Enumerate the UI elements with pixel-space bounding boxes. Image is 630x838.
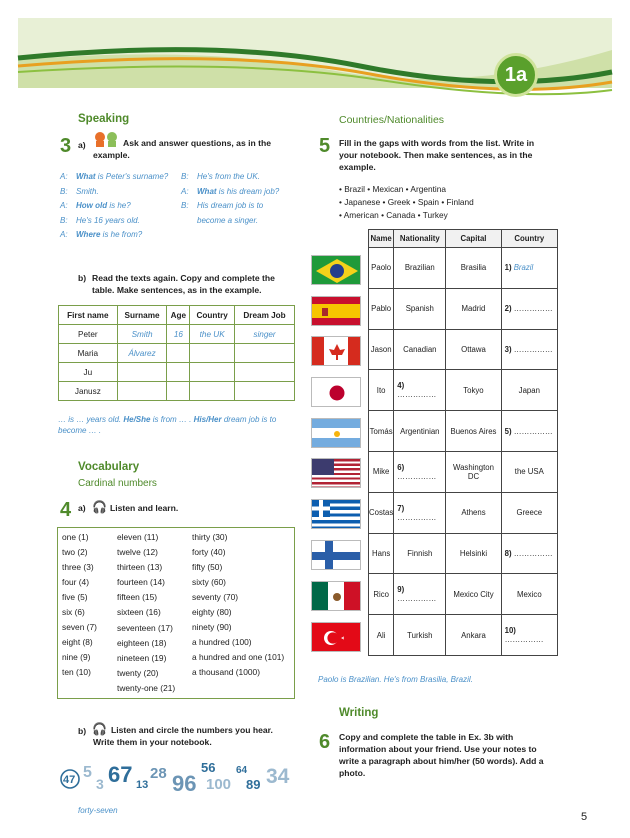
gap-answer: …………… bbox=[513, 426, 553, 436]
unit-badge: 1a bbox=[494, 53, 538, 97]
countries-title: Countries/Nationalities bbox=[339, 114, 445, 126]
gap-number: 1) bbox=[504, 263, 514, 273]
table-header: Country bbox=[190, 306, 235, 325]
table-row bbox=[369, 451, 558, 492]
table-row bbox=[369, 248, 558, 289]
table-cell: Spanish bbox=[394, 288, 446, 329]
gap-answer: Brazil bbox=[513, 263, 534, 273]
table-cell: Ju bbox=[59, 363, 118, 382]
dialogue-line bbox=[181, 185, 291, 200]
gap-number: 6) bbox=[397, 462, 405, 472]
number-word: a hundred (100) bbox=[192, 637, 252, 647]
table-header-row bbox=[369, 230, 558, 248]
table-cell bbox=[501, 533, 557, 574]
dialogue-line bbox=[181, 199, 291, 228]
word-list bbox=[339, 183, 474, 222]
table-header: Surname bbox=[117, 306, 167, 325]
dialogue-line bbox=[60, 170, 180, 185]
table-cell: Mexico bbox=[501, 574, 557, 615]
dialogue-text: What is his dream job? bbox=[197, 186, 280, 196]
word-list-line-3: • American • Canada • Turkey bbox=[339, 210, 448, 220]
table-cell: Álvarez bbox=[117, 344, 167, 363]
numbers-column-1 bbox=[62, 530, 97, 680]
headphones-icon: 🎧 bbox=[92, 500, 107, 514]
table-cell: Pablo bbox=[369, 288, 394, 329]
table-cell bbox=[394, 492, 446, 533]
countries-table bbox=[368, 229, 558, 656]
number-word: forty (40) bbox=[192, 547, 226, 557]
number-word: ten (10) bbox=[62, 667, 91, 677]
canada-flag-icon bbox=[311, 336, 361, 366]
ex4a-instruction: Listen and learn. bbox=[110, 503, 179, 513]
gap-number: 5) bbox=[504, 426, 514, 436]
number-word: twenty (20) bbox=[117, 667, 159, 678]
table-row bbox=[59, 382, 295, 401]
speaker-label: B: bbox=[181, 172, 189, 181]
ex4b-label: b) bbox=[78, 726, 87, 736]
table-cell: Buenos Aires bbox=[446, 411, 501, 452]
table-cell: Japan bbox=[501, 370, 557, 411]
number-47: 47 bbox=[63, 774, 76, 786]
gap-answer: …………… bbox=[513, 304, 553, 314]
table-cell: Smith bbox=[117, 325, 167, 344]
headphones-icon-2: 🎧 bbox=[92, 722, 107, 736]
number-word: a hundred and one (101) bbox=[192, 652, 285, 662]
table-cell: Tomás bbox=[369, 411, 394, 452]
table-cell bbox=[501, 329, 557, 370]
ex4b-instruction: Listen and circle the numbers you hear. Write them in your notebook. bbox=[93, 725, 273, 747]
gap-number: 3) bbox=[504, 344, 514, 354]
table-cell: Ottawa bbox=[446, 329, 501, 370]
table-cell bbox=[235, 363, 295, 382]
number-100: 100 bbox=[206, 776, 232, 793]
table-cell bbox=[235, 344, 295, 363]
japan-flag-icon bbox=[311, 377, 361, 407]
table-cell: Janusz bbox=[59, 382, 118, 401]
number-word: nine (9) bbox=[62, 652, 91, 662]
ex4a-label: a) bbox=[78, 503, 86, 513]
dialogue-text: What is Peter's surname? bbox=[76, 172, 169, 181]
table-cell bbox=[501, 288, 557, 329]
spain-flag-icon bbox=[311, 296, 361, 326]
exercise-3-number: 3 bbox=[60, 135, 72, 157]
number-67: 67 bbox=[108, 762, 133, 787]
number-word: thirteen (13) bbox=[117, 562, 163, 573]
table-cell bbox=[501, 248, 557, 289]
dialogue-line bbox=[60, 228, 180, 243]
table-header: Dream Job bbox=[235, 306, 295, 325]
dialogue-text: He's 16 years old. bbox=[76, 215, 140, 225]
table-cell bbox=[190, 344, 235, 363]
gap-number: 9) bbox=[397, 585, 405, 595]
ex3b-instruction: Read the texts again. Copy and complete the table. Make sentences, as in the example. bbox=[92, 273, 275, 295]
number-89: 89 bbox=[246, 777, 261, 792]
table-cell: Rico bbox=[369, 574, 394, 615]
table-cell bbox=[167, 363, 190, 382]
speaker-label: A: bbox=[60, 201, 68, 210]
ex3a-instruction: Ask and answer questions, as in the example. bbox=[93, 138, 272, 160]
ex5-instruction: Fill in the gaps with words from the list. Write in your notebook. Then make sentences, as in the example. bbox=[339, 138, 535, 172]
model-part-2: He/She bbox=[123, 415, 151, 424]
number-64: 64 bbox=[236, 765, 248, 776]
number-word: three (3) bbox=[62, 562, 94, 572]
table-row bbox=[59, 325, 295, 344]
gap-answer: …………… bbox=[513, 344, 553, 354]
ex3a-label: a) bbox=[78, 140, 86, 150]
dialogue-line bbox=[60, 214, 180, 229]
table-cell: Helsinki bbox=[446, 533, 501, 574]
number-word: sixty (60) bbox=[192, 577, 226, 587]
gap-answer: …………… bbox=[504, 635, 544, 645]
gap-answer: …………… bbox=[397, 471, 437, 481]
table-cell: Ito bbox=[369, 370, 394, 411]
table-cell: Washington DC bbox=[446, 451, 501, 492]
table-cell bbox=[167, 382, 190, 401]
gap-number: 2) bbox=[504, 304, 514, 314]
exercise-5-number: 5 bbox=[319, 135, 331, 157]
table-cell: Canadian bbox=[394, 329, 446, 370]
number-34: 34 bbox=[266, 765, 290, 788]
table-cell: Brazilian bbox=[394, 248, 446, 289]
turkey-flag-icon bbox=[311, 622, 361, 652]
gap-answer: …………… bbox=[397, 512, 437, 522]
table-row bbox=[369, 288, 558, 329]
brazil-flag-icon bbox=[311, 255, 361, 285]
number-word: two (2) bbox=[62, 547, 88, 557]
model-part-1: … is … years old. bbox=[58, 415, 124, 424]
table-cell bbox=[117, 382, 167, 401]
table-cell: Madrid bbox=[446, 288, 501, 329]
table-row bbox=[369, 533, 558, 574]
table-cell: 16 bbox=[167, 325, 190, 344]
finland-flag-icon bbox=[311, 540, 361, 570]
dialogue-left bbox=[60, 170, 180, 243]
number-28: 28 bbox=[150, 765, 167, 782]
gap-answer: …………… bbox=[513, 548, 553, 558]
table-cell: Tokyo bbox=[446, 370, 501, 411]
model-part-5: dream job is to become … . bbox=[58, 415, 277, 435]
speaker-label: B: bbox=[181, 201, 189, 210]
ex3b-label: b) bbox=[78, 273, 87, 283]
table-row bbox=[369, 370, 558, 411]
ex6-instruction: Copy and complete the table in Ex. 3b with information about your friend. Use your notes to write a paragraph about him/her (50 words). Add a photo. bbox=[339, 732, 544, 778]
number-13: 13 bbox=[136, 779, 149, 791]
table-cell: Greece bbox=[501, 492, 557, 533]
dialogue-line bbox=[60, 199, 180, 214]
table-cell bbox=[190, 382, 235, 401]
table-cell: Costas bbox=[369, 492, 394, 533]
number-word: seventy (70) bbox=[192, 592, 239, 602]
number-word: four (4) bbox=[62, 577, 89, 587]
number-word: one (1) bbox=[62, 532, 89, 542]
usa-flag-icon bbox=[311, 458, 361, 488]
model-sentence bbox=[58, 414, 298, 436]
number-56: 56 bbox=[201, 760, 216, 775]
example-sentence: Paolo is Brazilian. He's from Brasilia, Brazil. bbox=[318, 675, 473, 684]
speaker-label: B: bbox=[60, 186, 68, 196]
dialogue-text: He's from the UK. bbox=[197, 172, 260, 181]
table-cell bbox=[235, 382, 295, 401]
table-cell bbox=[117, 363, 167, 382]
number-word: a thousand (1000) bbox=[192, 667, 260, 677]
table-cell: Jason bbox=[369, 329, 394, 370]
number-word: nineteen (19) bbox=[117, 652, 167, 663]
answer-example: forty-seven bbox=[78, 806, 118, 815]
table-row bbox=[369, 574, 558, 615]
table-cell: Argentinian bbox=[394, 411, 446, 452]
vocabulary-title: Vocabulary bbox=[78, 461, 140, 473]
table-row bbox=[59, 363, 295, 382]
model-part-4: His/Her bbox=[193, 415, 222, 424]
word-list-line-2: • Japanese • Greek • Spain • Finland bbox=[339, 197, 474, 207]
mexico-flag-icon bbox=[311, 581, 361, 611]
number-5: 5 bbox=[83, 764, 92, 781]
number-word: eleven (11) bbox=[117, 532, 159, 542]
number-word: eighteen (18) bbox=[117, 637, 167, 648]
dialogue-line bbox=[181, 170, 291, 185]
writing-title: Writing bbox=[339, 707, 379, 719]
gap-answer: …………… bbox=[397, 594, 437, 604]
table-cell: singer bbox=[235, 325, 295, 344]
dialogue-text: His dream job is to become a singer. bbox=[197, 201, 264, 225]
number-3: 3 bbox=[96, 776, 104, 792]
argentina-flag-icon bbox=[311, 418, 361, 448]
page-number: 5 bbox=[581, 811, 588, 823]
number-word: sixteen (16) bbox=[117, 607, 161, 618]
numbers-column-3 bbox=[192, 530, 284, 680]
number-word: seventeen (17) bbox=[117, 622, 173, 633]
exercise-4-number: 4 bbox=[60, 499, 72, 521]
number-96: 96 bbox=[172, 771, 197, 796]
dialogue-question-word: How old bbox=[76, 201, 108, 210]
number-word: fourteen (14) bbox=[117, 577, 165, 588]
table-cell: Brasilia bbox=[446, 248, 501, 289]
dialogue-text: Smith. bbox=[76, 186, 99, 196]
word-list-line-1: • Brazil • Mexican • Argentina bbox=[339, 184, 446, 194]
table-row bbox=[369, 329, 558, 370]
dialogue-question-word: What bbox=[197, 186, 217, 196]
table-cell: the UK bbox=[190, 325, 235, 344]
table-cell: Athens bbox=[446, 492, 501, 533]
vocabulary-subtitle: Cardinal numbers bbox=[78, 478, 157, 489]
gap-number: 4) bbox=[397, 381, 405, 391]
table-cell: Ali bbox=[369, 615, 394, 656]
number-word: thirty (30) bbox=[192, 532, 228, 542]
gap-number: 8) bbox=[504, 548, 514, 558]
gap-answer: …………… bbox=[397, 390, 437, 400]
table-cell: Mexico City bbox=[446, 574, 501, 615]
speaking-title: Speaking bbox=[78, 113, 130, 125]
dialogue-question-word: Where bbox=[76, 230, 101, 239]
table-cell bbox=[501, 615, 557, 656]
table-header: Capital bbox=[446, 230, 501, 248]
table-row bbox=[59, 344, 295, 363]
table-cell bbox=[501, 411, 557, 452]
speaker-label: B: bbox=[60, 215, 68, 225]
table-cell bbox=[394, 574, 446, 615]
table-cell bbox=[190, 363, 235, 382]
scattered-numbers bbox=[58, 755, 298, 800]
speaker-label: A: bbox=[181, 186, 189, 196]
number-word: twelve (12) bbox=[117, 547, 158, 558]
model-part-3: is from … . bbox=[150, 415, 194, 424]
number-word: eighty (80) bbox=[192, 607, 232, 617]
number-word: fifteen (15) bbox=[117, 592, 158, 603]
table-cell bbox=[394, 370, 446, 411]
table-cell: Turkish bbox=[394, 615, 446, 656]
table-cell: Finnish bbox=[394, 533, 446, 574]
table-cell bbox=[167, 344, 190, 363]
table-cell: Paolo bbox=[369, 248, 394, 289]
dialogue-right bbox=[181, 170, 291, 228]
dialogue-question-word: What bbox=[76, 172, 96, 181]
number-word: five (5) bbox=[62, 592, 88, 602]
table-row bbox=[369, 411, 558, 452]
greece-flag-icon bbox=[311, 499, 361, 529]
table-row bbox=[369, 615, 558, 656]
speaker-label: A: bbox=[60, 230, 68, 239]
dialogue-text: How old is he? bbox=[76, 201, 131, 210]
number-word: ninety (90) bbox=[192, 622, 232, 632]
gap-number: 10) bbox=[504, 626, 516, 636]
exercise-6-number: 6 bbox=[319, 731, 331, 753]
profile-table bbox=[58, 305, 295, 401]
number-word: eight (8) bbox=[62, 637, 93, 647]
table-header: First name bbox=[59, 306, 118, 325]
table-header: Country bbox=[501, 230, 557, 248]
gap-number: 7) bbox=[397, 503, 405, 513]
number-word: twenty-one (21) bbox=[117, 682, 176, 693]
speaker-label: A: bbox=[60, 172, 68, 181]
table-cell: Ankara bbox=[446, 615, 501, 656]
table-header-row bbox=[59, 306, 295, 325]
numbers-column-2 bbox=[117, 530, 175, 696]
table-row bbox=[369, 492, 558, 533]
table-cell: Peter bbox=[59, 325, 118, 344]
table-header: Nationality bbox=[394, 230, 446, 248]
table-cell: the USA bbox=[501, 451, 557, 492]
table-cell: Mike bbox=[369, 451, 394, 492]
table-cell bbox=[394, 451, 446, 492]
table-header: Age bbox=[167, 306, 190, 325]
number-word: fifty (50) bbox=[192, 562, 223, 572]
number-word: seven (7) bbox=[62, 622, 97, 632]
table-header: Name bbox=[369, 230, 394, 248]
table-cell: Maria bbox=[59, 344, 118, 363]
dialogue-text: Where is he from? bbox=[76, 230, 143, 239]
number-word: six (6) bbox=[62, 607, 85, 617]
table-cell: Hans bbox=[369, 533, 394, 574]
dialogue-line bbox=[60, 185, 180, 200]
